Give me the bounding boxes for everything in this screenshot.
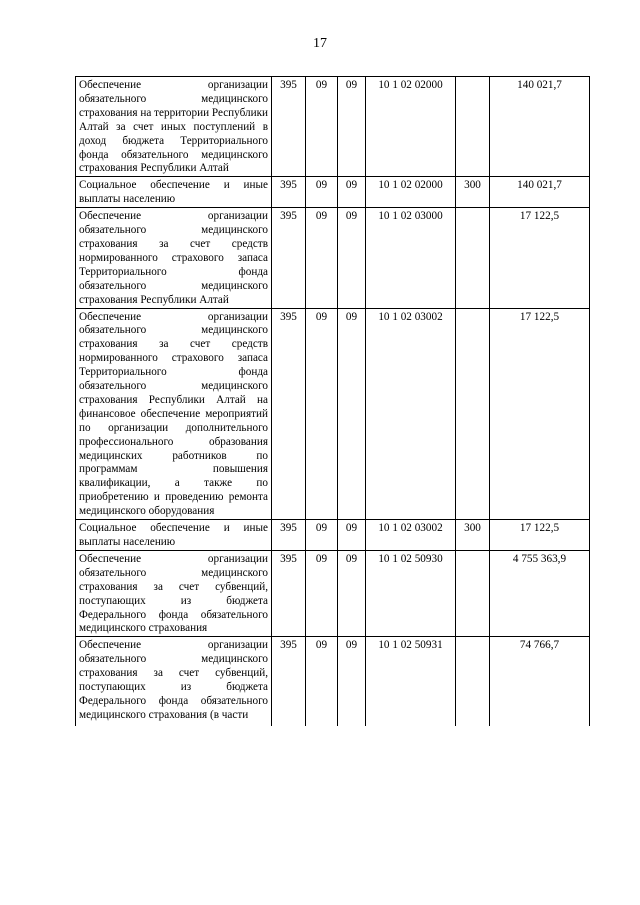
row-amount: 17 122,5 — [490, 308, 590, 520]
row-vr — [456, 550, 490, 636]
row-gr: 395 — [272, 637, 306, 726]
row-amount: 140 021,7 — [490, 77, 590, 177]
row-name: Обеспечение организации обязательного медицинского страхования за счет средств нормированного страхового запаса Территориального фонда обязательного медицинского страхования Республики Алтай на финансовое обеспечение мероприятий по организации дополнительного профессионального образования медицинских работников по программам повышения квалификации, а также по приобретению и проведению ремонта медицинского оборудования — [76, 308, 272, 520]
row-rz: 09 — [306, 550, 338, 636]
row-amount: 140 021,7 — [490, 177, 590, 208]
row-gr: 395 — [272, 208, 306, 308]
row-pr: 09 — [338, 550, 366, 636]
row-csr: 10 1 02 50930 — [366, 550, 456, 636]
row-name: Обеспечение организации обязательного медицинского страхования за счет субвенций, поступающих из бюджета Федерального фонда обязательного медицинского страхования — [76, 550, 272, 636]
row-csr: 10 1 02 50931 — [366, 637, 456, 726]
row-pr: 09 — [338, 308, 366, 520]
row-name: Обеспечение организации обязательного медицинского страхования на территории Республики Алтай за счет иных поступлений в доход бюджета Территориального фонда обязательного медицинского страхования Республики Алтай — [76, 77, 272, 177]
row-amount: 74 766,7 — [490, 637, 590, 726]
row-csr: 10 1 02 03002 — [366, 308, 456, 520]
table-row — [76, 208, 590, 308]
row-amount: 4 755 363,9 — [490, 550, 590, 636]
row-vr — [456, 208, 490, 308]
table-row — [76, 177, 590, 208]
row-pr: 09 — [338, 520, 366, 551]
row-rz: 09 — [306, 637, 338, 726]
row-csr: 10 1 02 02000 — [366, 77, 456, 177]
table-row — [76, 637, 590, 726]
row-rz: 09 — [306, 77, 338, 177]
row-amount: 17 122,5 — [490, 520, 590, 551]
row-name: Обеспечение организации обязательного медицинского страхования за счет субвенций, поступающих из бюджета Федерального фонда обязательного медицинского страхования (в части — [76, 637, 272, 726]
row-gr: 395 — [272, 77, 306, 177]
row-vr: 300 — [456, 177, 490, 208]
row-pr: 09 — [338, 637, 366, 726]
row-vr — [456, 308, 490, 520]
row-name: Социальное обеспечение и иные выплаты населению — [76, 520, 272, 551]
table-row — [76, 308, 590, 520]
row-vr — [456, 77, 490, 177]
table-row — [76, 550, 590, 636]
row-rz: 09 — [306, 520, 338, 551]
row-pr: 09 — [338, 208, 366, 308]
row-pr: 09 — [338, 177, 366, 208]
row-vr: 300 — [456, 520, 490, 551]
row-rz: 09 — [306, 308, 338, 520]
row-gr: 395 — [272, 550, 306, 636]
row-csr: 10 1 02 03002 — [366, 520, 456, 551]
row-gr: 395 — [272, 177, 306, 208]
row-vr — [456, 637, 490, 726]
row-pr: 09 — [338, 77, 366, 177]
row-rz: 09 — [306, 177, 338, 208]
row-name: Социальное обеспечение и иные выплаты населению — [76, 177, 272, 208]
row-gr: 395 — [272, 520, 306, 551]
budget-table — [75, 76, 590, 726]
row-csr: 10 1 02 02000 — [366, 177, 456, 208]
table-row — [76, 77, 590, 177]
table-row — [76, 520, 590, 551]
row-amount: 17 122,5 — [490, 208, 590, 308]
page-number: 17 — [313, 36, 327, 51]
row-name: Обеспечение организации обязательного медицинского страхования за счет средств нормированного страхового запаса Территориального фонда обязательного медицинского страхования Республики Алтай — [76, 208, 272, 308]
row-rz: 09 — [306, 208, 338, 308]
row-csr: 10 1 02 03000 — [366, 208, 456, 308]
row-gr: 395 — [272, 308, 306, 520]
